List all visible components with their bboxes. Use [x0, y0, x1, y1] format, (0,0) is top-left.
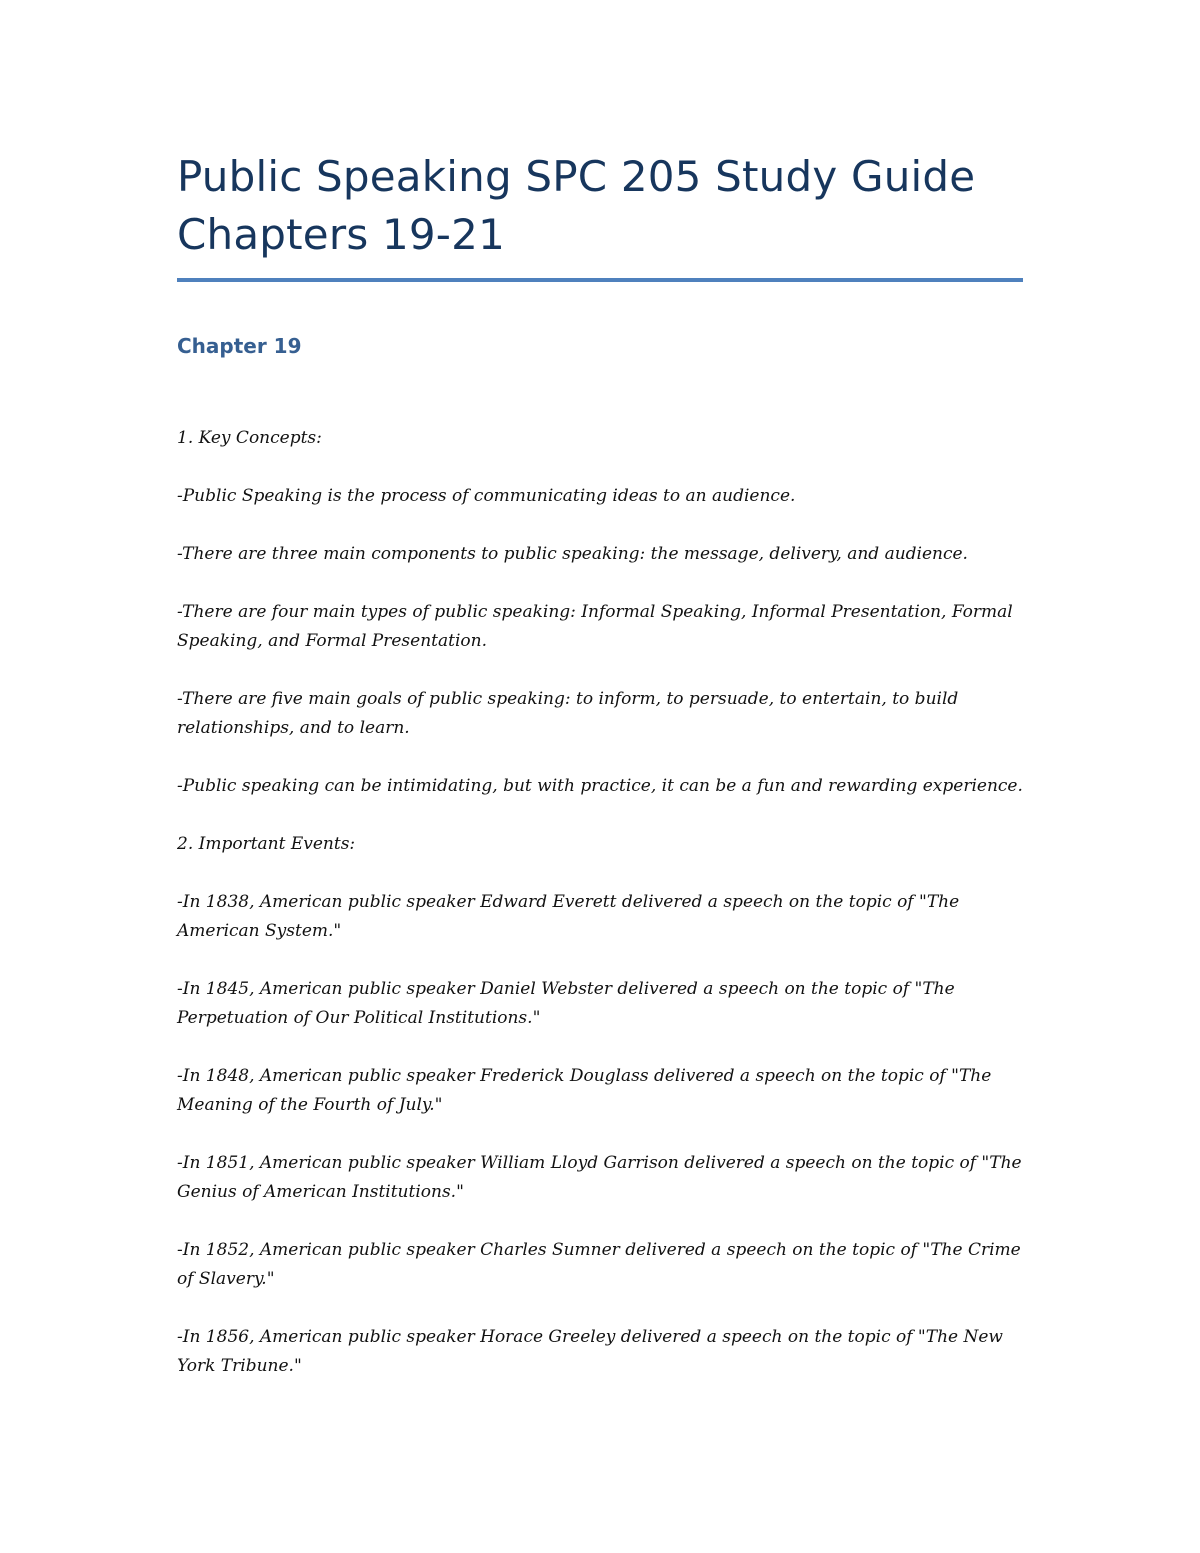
paragraph: -There are three main components to public speaking: the message, delivery, and audience. — [177, 544, 968, 564]
title-underline-rule — [177, 278, 1023, 282]
paragraph: -Public Speaking is the process of communicating ideas to an audience. — [177, 486, 796, 506]
paragraph: -Public speaking can be intimidating, but with practice, it can be a fun and rewarding experience. — [177, 776, 1023, 796]
paragraph: -In 1845, American public speaker Daniel Webster delivered a speech on the topic of "The Perpetuation of Our Political Institutions." — [177, 979, 955, 1028]
section-heading-key-concepts: 1. Key Concepts: — [177, 428, 322, 448]
paragraph: -In 1856, American public speaker Horace Greeley delivered a speech on the topic of "The New York Tribune." — [177, 1327, 1003, 1376]
document-content — [177, 148, 1025, 1381]
chapter-heading: Chapter 19 — [177, 334, 302, 358]
paragraph: -In 1852, American public speaker Charles Sumner delivered a speech on the topic of "The Crime of Slavery." — [177, 1240, 1021, 1289]
paragraph: -There are five main goals of public speaking: to inform, to persuade, to entertain, to build relationships, and to learn. — [177, 689, 959, 738]
paragraph: -In 1838, American public speaker Edward Everett delivered a speech on the topic of "The American System." — [177, 892, 960, 941]
paragraph: -In 1848, American public speaker Frederick Douglass delivered a speech on the topic of "The Meaning of the Fourth of July." — [177, 1066, 992, 1115]
section-heading-important-events: 2. Important Events: — [177, 834, 356, 854]
paragraph: -In 1851, American public speaker William Lloyd Garrison delivered a speech on the topic of "The Genius of American Institutions." — [177, 1153, 1022, 1202]
title-line-2: Chapters 19-21 — [177, 210, 505, 259]
title-line-1: Public Speaking SPC 205 Study Guide — [177, 152, 976, 201]
paragraph: -There are four main types of public speaking: Informal Speaking, Informal Presentation, Formal Speaking, and Formal Presentation. — [177, 602, 1013, 651]
document-title — [177, 148, 1025, 264]
